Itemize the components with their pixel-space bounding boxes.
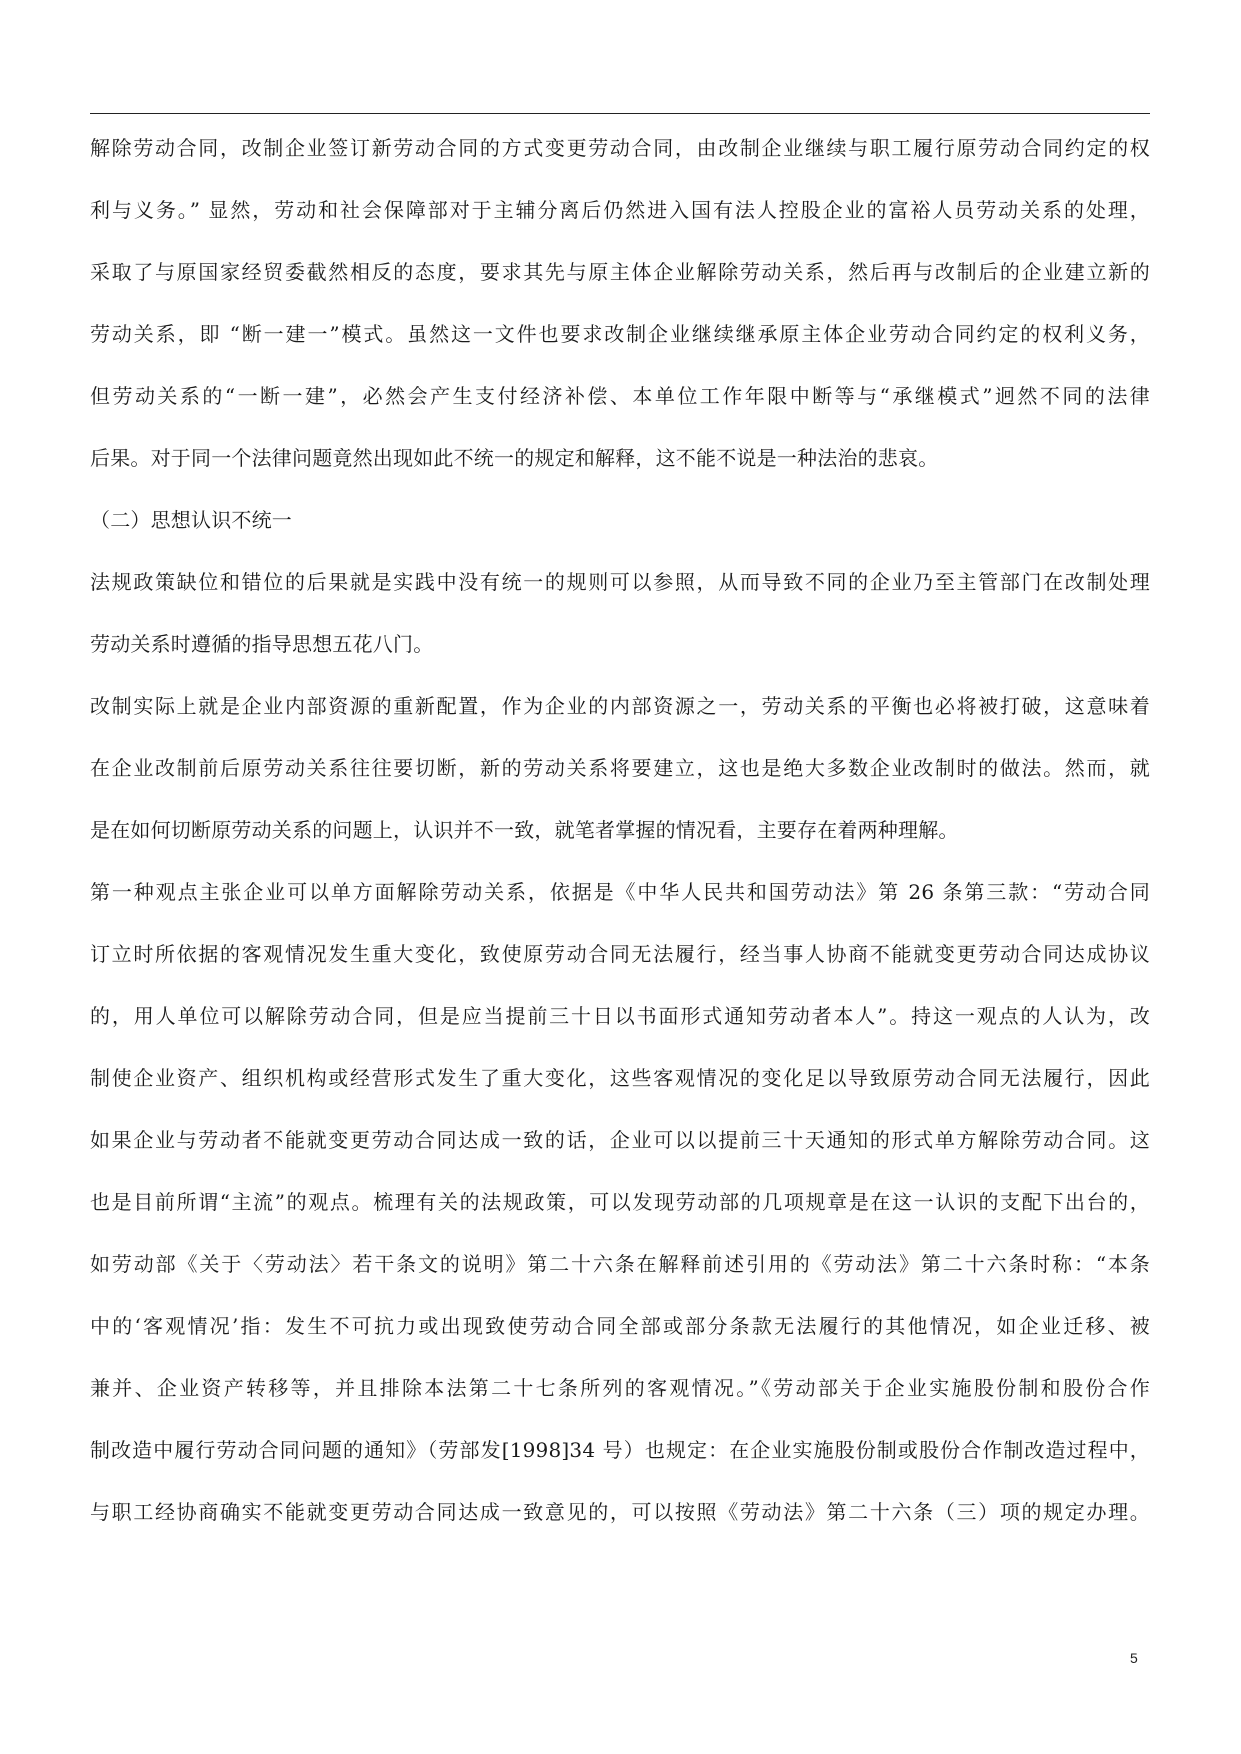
text-line: 兼并、企业资产转移等，并且排除本法第二十七条所列的客观情况。”《劳动部关于企业实施股份制和股份合作: [90, 1376, 1150, 1400]
text-line: 制改造中履行劳动合同问题的通知》（劳部发[1998]34 号）也规定：在企业实施股份制或股份合作制改造过程中，: [90, 1438, 1150, 1462]
text-line: 法规政策缺位和错位的后果就是实践中没有统一的规则可以参照，从而导致不同的企业乃至主管部门在改制处理: [90, 570, 1150, 594]
text-line: 也是目前所谓“主流”的观点。梳理有关的法规政策，可以发现劳动部的几项规章是在这一认识的支配下出台的，: [90, 1190, 1150, 1214]
page-number: 5: [1130, 1650, 1138, 1666]
text-line: 在企业改制前后原劳动关系往往要切断，新的劳动关系将要建立，这也是绝大多数企业改制时的做法。然而，就: [90, 756, 1150, 780]
text-line: 后果。对于同一个法律问题竟然出现如此不统一的规定和解释，这不能不说是一种法治的悲哀。: [90, 446, 939, 470]
text-line: 利与义务。” 显然，劳动和社会保障部对于主辅分离后仍然进入国有法人控股企业的富裕人员劳动关系的处理，: [90, 198, 1150, 222]
document-body: [90, 135, 1150, 1561]
text-line: 中的‘客观情况’指：发生不可抗力或出现致使劳动合同全部或部分条款无法履行的其他情况，如企业迁移、被: [90, 1314, 1150, 1338]
text-line: 劳动关系，即 “断一建一”模式。虽然这一文件也要求改制企业继续继承原主体企业劳动合同约定的权利义务，: [90, 322, 1150, 346]
text-line: 劳动关系时遵循的指导思想五花八门。: [90, 632, 434, 656]
text-line: 第一种观点主张企业可以单方面解除劳动关系，依据是《中华人民共和国劳动法》第 26 条第三款：“劳动合同: [90, 880, 1150, 904]
text-line: 解除劳动合同，改制企业签订新劳动合同的方式变更劳动合同，由改制企业继续与职工履行原劳动合同约定的权: [90, 136, 1150, 160]
text-line: 但劳动关系的“一断一建”，必然会产生支付经济补偿、本单位工作年限中断等与“承继模式”迥然不同的法律: [90, 384, 1150, 408]
text-line: 如劳动部《关于〈劳动法〉若干条文的说明》第二十六条在解释前述引用的《劳动法》第二十六条时称：“本条: [90, 1252, 1150, 1276]
text-line: 是在如何切断原劳动关系的问题上，认识并不一致，就笔者掌握的情况看，主要存在着两种理解。: [90, 818, 959, 842]
text-line: 改制实际上就是企业内部资源的重新配置，作为企业的内部资源之一，劳动关系的平衡也必将被打破，这意味着: [90, 694, 1150, 718]
text-line: 与职工经协商确实不能就变更劳动合同达成一致意见的，可以按照《劳动法》第二十六条（三）项的规定办理。: [90, 1500, 1150, 1524]
section-heading: （二）思想认识不统一: [90, 508, 292, 532]
text-line: 制使企业资产、组织机构或经营形式发生了重大变化，这些客观情况的变化足以导致原劳动合同无法履行，因此: [90, 1066, 1150, 1090]
text-line: 订立时所依据的客观情况发生重大变化，致使原劳动合同无法履行，经当事人协商不能就变更劳动合同达成协议: [90, 942, 1150, 966]
header-rule: [90, 113, 1150, 114]
text-line: 采取了与原国家经贸委截然相反的态度，要求其先与原主体企业解除劳动关系，然后再与改制后的企业建立新的: [90, 260, 1150, 284]
text-line: 的，用人单位可以解除劳动合同，但是应当提前三十日以书面形式通知劳动者本人”。持这一观点的人认为，改: [90, 1004, 1150, 1028]
text-line: 如果企业与劳动者不能就变更劳动合同达成一致的话，企业可以以提前三十天通知的形式单方解除劳动合同。这: [90, 1128, 1150, 1152]
